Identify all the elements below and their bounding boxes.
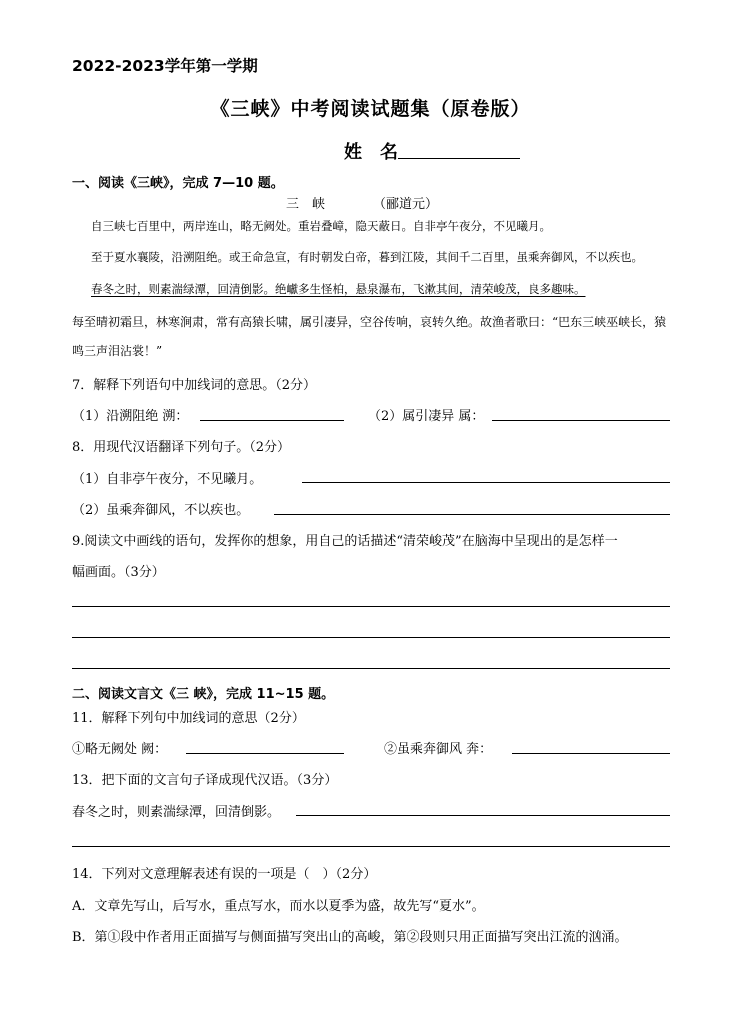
answer-line-9-2[interactable]: [72, 637, 670, 638]
answer-line-8-1[interactable]: [302, 482, 670, 483]
question-7-item-1: （1）沿溯阻绝 溯：: [72, 409, 189, 424]
section2-heading: 二、阅读文言文《三 峡》，完成 11~15 题。: [72, 687, 335, 702]
section1-heading: 一、阅读《三峡》，完成 7—10 题。: [72, 176, 284, 191]
question-14-option-a: A．文章先写山，后写水，重点写水，而水以夏季为盛，故先写“夏水”。: [72, 899, 485, 914]
answer-line-13-1[interactable]: [296, 815, 670, 816]
passage-para-4-line1: 每至晴初霜旦，林寒涧肃，常有高猿长啸，属引凄异，空谷传响，哀转久绝。故渔者歌曰：“巴东三峡巫峡长，猿: [72, 315, 667, 329]
question-13: 13．把下面的文言句子译成现代汉语。（3分）: [72, 773, 338, 788]
question-14: 14．下列对文意理解表述有误的一项是（ ）（2分）: [72, 867, 377, 882]
answer-line-9-1[interactable]: [72, 606, 670, 607]
passage-para-4-line2: 鸣三声泪沾裳！”: [72, 344, 163, 358]
question-13-sentence: 春冬之时，则素湍绿潭，回清倒影。: [72, 805, 281, 820]
question-8-item-2: （2）虽乘奔御风，不以疾也。: [72, 503, 250, 518]
answer-line-8-2[interactable]: [274, 514, 670, 515]
answer-line-13-2[interactable]: [72, 846, 670, 847]
question-7: 7．解释下列语句中加线词的意思。（2分）: [72, 378, 317, 393]
answer-line-9-3[interactable]: [72, 668, 670, 669]
page-title: 《三峡》中考阅读试题集（原卷版）: [210, 98, 531, 120]
passage-title: 三 峡: [286, 197, 326, 212]
question-11: 11．解释下列句中加线词的意思（2分）: [72, 711, 305, 726]
passage-para-1: 自三峡七百里中，两岸连山，略无阙处。重岩叠嶂，隐天蔽日。自非亭午夜分，不见曦月。: [91, 219, 551, 233]
question-7-item-2: （2）属引凄异 属：: [368, 409, 485, 424]
question-9-line1: 9.阅读文中画线的语句，发挥你的想象，用自己的话描述“清荣峻茂”在脑海中呈现出的是怎样一: [72, 534, 618, 549]
name-label: 姓 名: [344, 142, 398, 163]
passage-author: （郦道元）: [373, 197, 439, 212]
answer-line-11-1[interactable]: [186, 753, 344, 754]
answer-line-7-2[interactable]: [492, 420, 670, 421]
question-9-line2: 幅画面。（3分）: [72, 565, 165, 580]
passage-para-3-underlined: 春冬之时，则素湍绿潭，回清倒影。绝巘多生怪柏，悬泉瀑布，飞漱其间，清荣峻茂，良多趣味。: [91, 282, 586, 296]
question-11-item-1: ①略无阙处 阙：: [72, 742, 168, 757]
answer-line-7-1[interactable]: [200, 420, 344, 421]
answer-line-11-2[interactable]: [512, 753, 670, 754]
question-8: 8．用现代汉语翻译下列句子。（2分）: [72, 440, 291, 455]
passage-para-2: 至于夏水襄陵，沿溯阻绝。或王命急宣，有时朝发白帝，暮到江陵，其间千二百里，虽乘奔御风，不以疾也。: [91, 250, 643, 264]
question-14-option-b: B．第①段中作者用正面描写与侧面描写突出山的高峻，第②段则只用正面描写突出江流的汹涌。: [72, 930, 628, 945]
question-11-item-2: ②虽乘奔御风 奔：: [384, 742, 493, 757]
question-8-item-1: （1）自非亭午夜分，不见曦月。: [72, 472, 263, 487]
term-label: 2022-2023学年第一学期: [72, 57, 258, 75]
name-field-line[interactable]: [398, 158, 520, 159]
